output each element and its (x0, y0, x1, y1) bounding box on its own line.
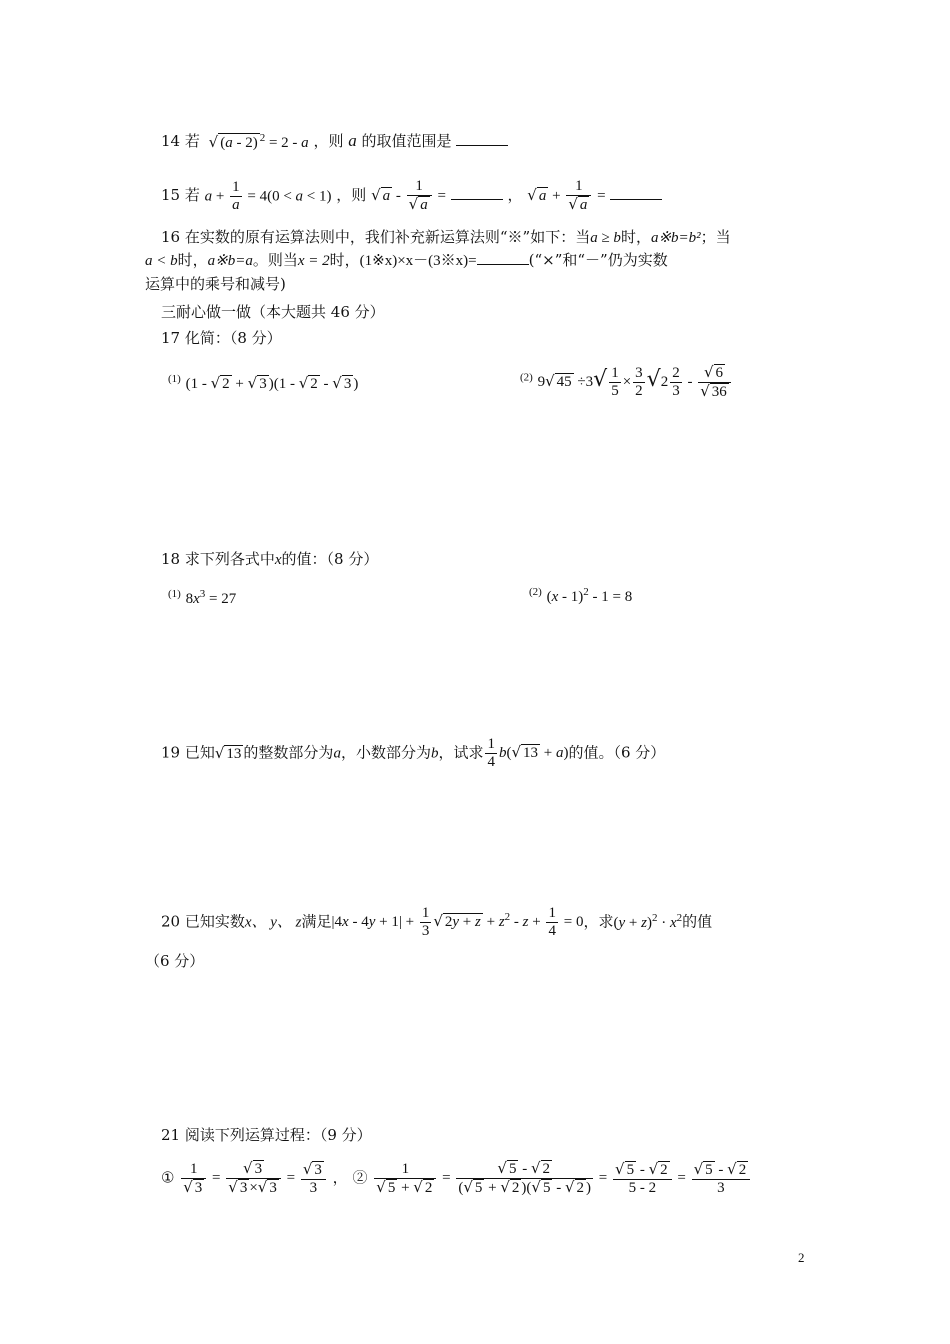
q17-part-1-label: (1) (168, 373, 181, 385)
q16-expr: (1※x)×x－(3※x)= (359, 253, 477, 269)
section-3-heading: 三耐心做一做（本大题共 46 分） (161, 303, 385, 321)
q18-part-2 (529, 580, 632, 606)
q14-answer-blank[interactable] (456, 131, 508, 146)
q16-text-6: 时， (329, 251, 360, 269)
q16-text-5: 。则当 (252, 251, 298, 269)
q15-answer-blank-1[interactable] (451, 185, 503, 200)
q19-text-a: 19 已知 (161, 743, 215, 762)
q14-tail: 的取值范围是 (361, 132, 452, 150)
q19-text-b: 的整数部分为 (243, 743, 334, 762)
q14-var: a (348, 131, 357, 150)
question-16-line-1 (161, 226, 731, 247)
q20-target: $(y + z)^2 \cdot x^2$ (613, 911, 683, 931)
q15-condition: a + $\frac{1}{a}$ = 4(0 < a < 1) (204, 178, 332, 213)
q15-label: 15 若 (161, 186, 200, 204)
q16-text-2: 时， (620, 228, 651, 246)
q20-condition: |4x - 4y + 1| + $\frac{1}{3}$ √ $2y + z + z^2 - z$ + $\frac{1}{4}$ = 0 (331, 905, 584, 939)
q18-part-2-label: (2) (529, 586, 542, 598)
q16-def-1: a※b=b² (650, 230, 701, 246)
q21-circle-1: ① (161, 1168, 175, 1187)
question-20-line-2: （6 分） (145, 952, 205, 970)
q16-text-8: 运算中的乘号和减号) (145, 275, 286, 293)
q16-text-3: ；当 (700, 228, 731, 246)
q18-part-2-expr: (x - 1)$^2$ - 1 = 8 (546, 586, 633, 605)
q18-part-1 (168, 580, 236, 608)
q20-text-b: 满足 (301, 912, 332, 931)
q20-text-a: 20 已知实数 (161, 912, 245, 931)
q17-part-1-expr: (1 - √ 2 + √ 3 )(1 - √ 2 - √ 3 ) (185, 374, 359, 392)
q16-def-2: a※b=a (207, 253, 253, 269)
q21-examples (161, 1160, 752, 1197)
q16-text-4: 时， (177, 251, 208, 269)
q19-text-e: 的值。（6 分） (568, 743, 666, 762)
q14-middle: ，则 (313, 132, 344, 150)
q18-part-1-label: (1) (168, 588, 181, 600)
q21-expr-2: $\frac{1}{√ 5 + √ 2}$ = $\frac{√ 5 - √ 2}{(√ 5 + √ 2 )(√ 5 - √ 2 )}$ = $\frac{√ 5 - √ 2}{5 - 2}$ = $\frac{√ 5 - √ 2}{3}$ (372, 1160, 752, 1197)
q15-sep: ， (507, 186, 523, 204)
q18-title-a: 18 求下列各式中 (161, 550, 275, 568)
question-21-title: 21 阅读下列运算过程：（9 分） (161, 1126, 372, 1144)
q16-cond-2: a < b (145, 253, 178, 269)
question-15 (161, 178, 662, 214)
question-16-line-3 (145, 273, 286, 294)
q16-xval: x = 2 (297, 253, 330, 269)
q18-part-1-expr: $8x^3 = 27$ (185, 588, 237, 607)
q16-answer-blank[interactable] (477, 250, 529, 265)
q19-text-c: ，小数部分为 (340, 743, 431, 762)
q17-part-2 (520, 364, 733, 401)
question-18-title (161, 548, 378, 569)
q18-var: x (274, 552, 282, 568)
question-16-line-2 (145, 249, 668, 270)
q19-sqrt13: √ 13 (214, 743, 242, 762)
q17-part-2-expr: 9√ 45 ÷3√ $\frac{1}{5}$ × $\frac{3}{2}$ √2 $\frac{2}{3}$ - $\frac{√ 6}{√ 36}$ (538, 364, 733, 401)
q20-text-c: ，求 (583, 912, 614, 931)
q19-var-b: b (430, 745, 439, 762)
q17-part-1 (168, 366, 358, 393)
q18-title-b: 的值：（8 分） (281, 550, 379, 568)
page-number: 2 (798, 1250, 805, 1265)
q15-expr-2: √ a + $\frac{1}{√ a}$ = (527, 178, 606, 213)
q21-expr-1: $\frac{1}{√ 3}$ = $\frac{√ 3}{√ 3 \times√ 3}$ = $\frac{√ 3}{3}$ (179, 1160, 328, 1197)
question-20-line-1 (161, 905, 712, 940)
q16-text-7: (“×”和“－”仍为实数 (528, 251, 668, 269)
q19-expr: $\frac{1}{4}$ b(√ 13 + a) (487, 736, 569, 770)
q20-vars: x、 y、 z (244, 914, 302, 931)
q15-middle: ，则 (336, 186, 367, 204)
q20-text-d: 的值 (682, 912, 713, 931)
q14-label: 14 若 (161, 132, 200, 150)
q16-cond-1: a ≥ b (590, 230, 621, 246)
q14-condition: √ (a - 2) $^2$ = 2 - a (208, 132, 309, 151)
q21-sep: ， (332, 1168, 348, 1187)
q17-part-2-label: (2) (520, 371, 533, 384)
question-17-title: 17 化简：（8 分） (161, 329, 282, 347)
question-14 (161, 130, 508, 152)
q15-answer-blank-2[interactable] (610, 185, 662, 200)
q19-text-d: ，试求 (438, 743, 484, 762)
question-19 (161, 736, 665, 771)
q15-expr-1: √ a - $\frac{1}{√ a}$ = (371, 178, 446, 213)
q19-var-a: a (333, 745, 341, 762)
q16-text-1: 16 在实数的原有运算法则中，我们补充新运算法则“※”如下：当 (161, 228, 591, 246)
q21-circle-2: ② (352, 1168, 368, 1187)
